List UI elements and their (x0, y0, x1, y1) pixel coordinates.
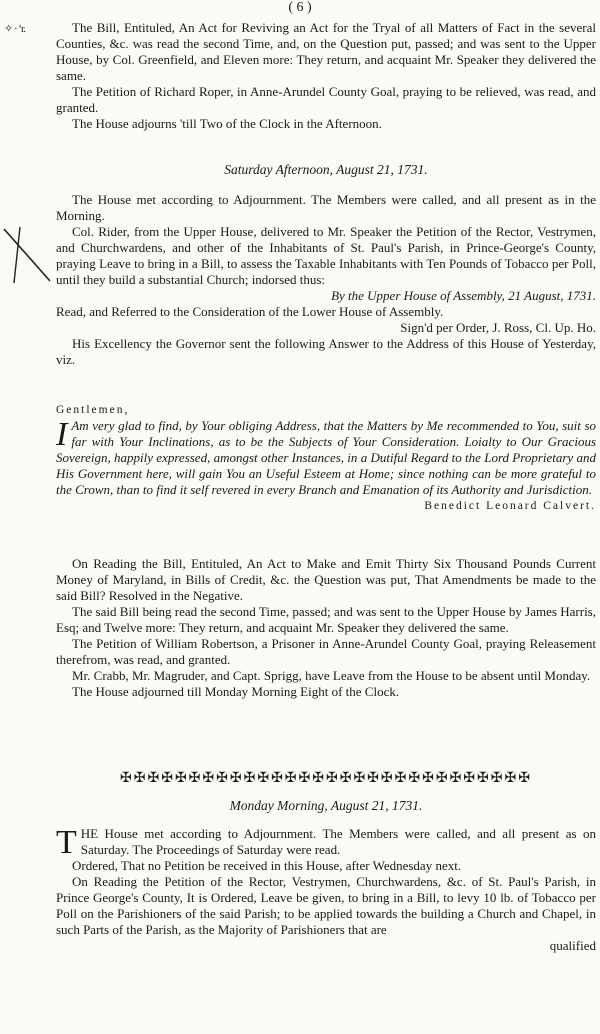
page-number: ( 6 ) (288, 0, 312, 15)
session-bills-section (56, 556, 596, 700)
endorsement-line-1: By the Upper House of Assembly, 21 August, 1731. (331, 288, 596, 303)
governor-message (56, 402, 596, 514)
endorsement-signature: Sign'd per Order, J. Ross, Cl. Up. Ho. (400, 320, 596, 335)
session-morning-section (56, 20, 596, 132)
adjourn-monday-paragraph: The House adjourned till Monday Morning Eight of the Clock. (72, 684, 400, 699)
saturday-afternoon-heading: Saturday Afternoon, August 21, 1731. (224, 162, 428, 177)
monday-morning-heading: Monday Morning, August 21, 1731. (229, 798, 423, 813)
house-met-paragraph: HE House met according to Adjournment. The Members were called, and all present as on Saturday. The Proceedings of Saturday were read. (80, 826, 596, 857)
endorsement-line-2: Read, and Referred to the Consideration of the Lower House of Assembly. (56, 304, 444, 319)
members-called-paragraph: The House met according to Adjournment. The Members were called, and all present as in the Morning. (56, 192, 596, 223)
leave-absent-paragraph: Mr. Crabb, Mr. Magruder, and Capt. Sprigg, have Leave from the House to be absent until Monday. (72, 668, 591, 683)
reading-petition-paragraph: On Reading the Petition of the Rector, Vestrymen, Churchwardens, &c. of St. Paul's Parish, in Prince George's County, It is Ordered, Leave be given, to bring in a Bill, to levy 10 lb. of Tobacco per Poll on the Parishioners of the said Parish; to be applied towards the building a Church and Chapel, in such Parts of the Parish, as the Majority of Parishioners that are (56, 874, 596, 937)
message-signature: Benedict Leonard Calvert. (424, 500, 596, 512)
governor-answer-paragraph: His Excellency the Governor sent the following Answer to the Address of this House of Yesterday, viz. (56, 336, 596, 367)
petition-robertson-paragraph: The Petition of William Robertson, a Prisoner in Anne-Arundel County Goal, praying Releasement therefrom, was read, and granted. (56, 636, 596, 667)
bill-reviving-act-paragraph: The Bill, Entituled, An Act for Reviving an Act for the Tryal of all Matters of Fact in the several Counties, &c. was read the second Time, and, on the Question put, passed; and was sent to the Upper House, by Col. Greenfield, and Eleven more: They return, and acquaint Mr. Speaker they delivered the same. (56, 20, 596, 83)
message-body: Am very glad to find, by Your obliging Address, that the Matters by Me recommended to You, suit so far with Your Inclinations, as to be the Subjects of Your Consideration. Loialty to Our Gracious Sovereign, happily expressed, amongst other Instances, in a Dutiful Regard to the Lord Proprietary and His Government here, will gain You an Useful Esteem at Home; since nothing can be more grateful to the Crown, than to find it self revered in every Branch and Emanation of its Authority and Jurisdiction. (56, 418, 596, 497)
ordered-petitions-paragraph: Ordered, That no Petition be received in this House, after Wednesday next. (72, 858, 462, 873)
petition-st-pauls-paragraph: Col. Rider, from the Upper House, delivered to Mr. Speaker the Petition of the Rector, Vestrymen, and Churchwardens, and other of the Inhabitants of St. Paul's Parish, in Prince-George's County, praying Leave to bring in a Bill, to assess the Taxable Inhabitants with Ten Pounds of Tobacco per Poll, until they build a substantial Church; indorsed thus: (56, 224, 596, 287)
ornamental-rule: ✠✠✠✠✠✠✠✠✠✠✠✠✠✠✠✠✠✠✠✠✠✠✠✠✠✠✠✠✠✠ (120, 771, 532, 786)
margin-marks: ✧ · ‘r. (4, 23, 25, 35)
bill-second-reading-paragraph: The said Bill being read the second Time, passed; and was sent to the Upper House by James Harris, Esq; and Twelve more: They return, and acquaint Mr. Speaker they delivered the same. (56, 604, 596, 635)
petition-roper-paragraph: The Petition of Richard Roper, in Anne-Arundel County Goal, praying to be relieved, was read, and granted. (56, 84, 596, 115)
message-initial: I (56, 416, 68, 453)
bill-credit-paragraph: On Reading the Bill, Entituled, An Act to Make and Emit Thirty Six Thousand Pounds Current Money of Maryland, in Bills of Credit, &c. the Question was put, That Amendments be made to the said Bill? Resolved in the Negative. (56, 556, 596, 603)
adjourn-afternoon-paragraph: The House adjourns 'till Two of the Clock in the Afternoon. (72, 116, 382, 131)
margin-cross-mark (0, 225, 56, 285)
drop-cap-initial: T (56, 824, 77, 861)
catchword: qualified (549, 938, 596, 953)
session-afternoon-section (56, 192, 596, 368)
message-salutation: Gentlemen, (56, 404, 130, 416)
session-monday-section (56, 826, 596, 954)
